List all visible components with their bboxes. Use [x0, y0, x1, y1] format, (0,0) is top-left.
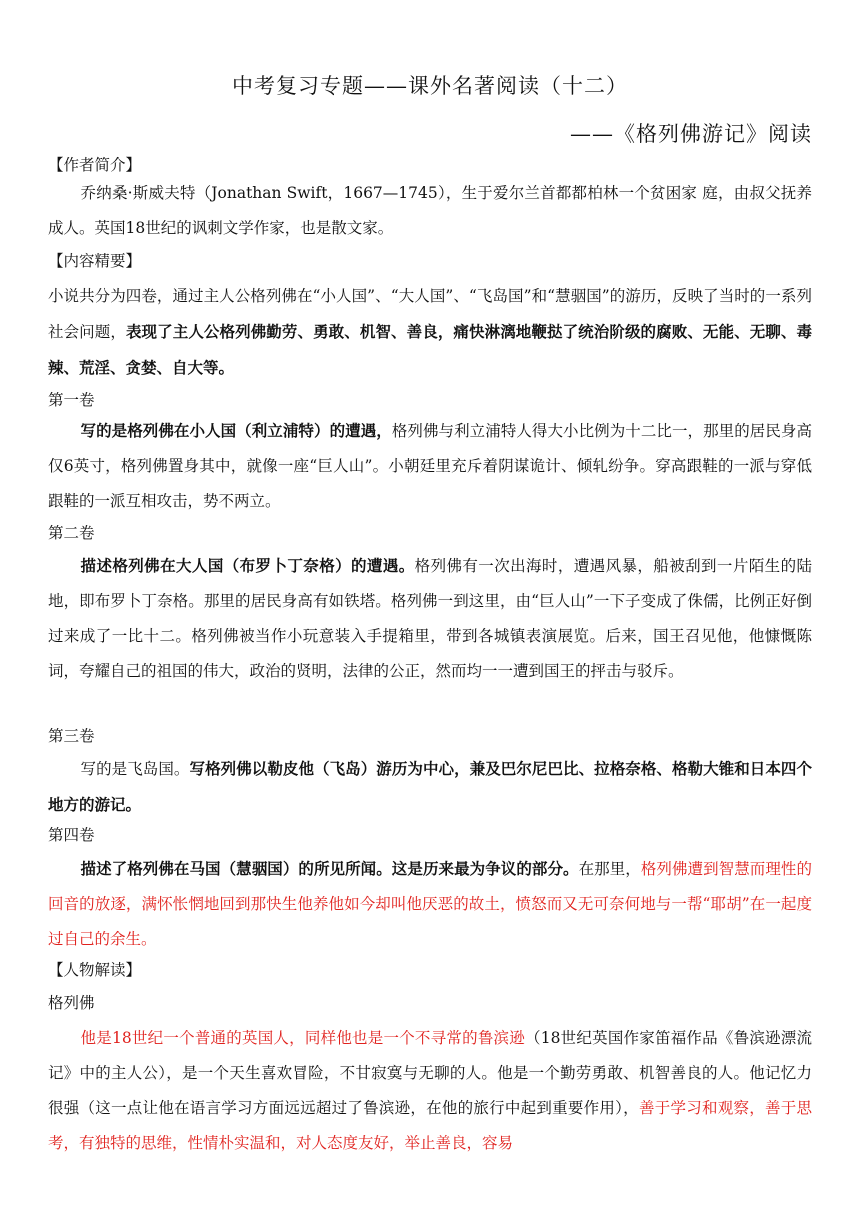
- volume-1-label: 第一卷: [48, 391, 95, 409]
- summary-paragraph: [48, 279, 812, 386]
- character-name: 格列佛: [48, 994, 95, 1012]
- volume-2-paragraph: [48, 548, 812, 689]
- character-paragraph: [48, 1021, 812, 1161]
- document-subtitle: ——《格列佛游记》阅读: [570, 122, 812, 146]
- volume-3-label: 第三卷: [48, 727, 95, 745]
- section-heading-summary: 【内容精要】: [48, 252, 142, 270]
- volume-3-plain-text: 写的是飞岛国。: [80, 760, 190, 778]
- document-title: 中考复习专题——课外名著阅读（十二）: [232, 74, 628, 98]
- volume-1-bold-text: 写的是格列佛在小人国（利立浦特）的遭遇，: [80, 421, 392, 440]
- section-heading-author: 【作者简介】: [48, 156, 142, 174]
- character-red-text-1: 他是18世纪一个普通的英国人，同样他也是一个不寻常的鲁滨逊: [80, 1029, 525, 1047]
- volume-4-red-text: 格列佛遭到智慧而理性的回音的放逐，满怀怅惘地回到那快生他养他如今却叫他厌恶的故土，愤怒而又无可奈何地与一帮“耶胡”在一起度过自己的余生。: [48, 860, 812, 948]
- summary-bold-text: 表现了主人公格列佛勤劳、勇敢、机智、善良，痛快淋漓地鞭挞了统治阶级的腐败、无能、无聊、毒辣、荒淫、贪婪、自大等。: [48, 322, 812, 377]
- author-paragraph: 乔纳桑·斯威夫特（Jonathan Swift，1667—1745），生于爱尔兰首都都柏林一个贫困家 庭，由叔父抚养成人。英国18世纪的讽刺文学作家，也是散文家。: [48, 184, 812, 237]
- character-plain-text: （18世纪英国作家笛福作品《鲁滨逊漂流记》中的主人公），是一个天生喜欢冒险，不甘寂寞与无聊的人。他是一个勤劳勇敢、机智善良的人。他记忆力很强（这一点让他在语言学习方面远远超过了鲁滨逊，在他的旅行中起到重要作用），: [48, 1029, 812, 1117]
- volume-2-label: 第二卷: [48, 524, 95, 542]
- character-red-text-2: 善于学习和观察，善于思考，有独特的思维，性情朴实温和，对人态度友好，举止善良，容易: [48, 1099, 812, 1152]
- section-heading-character: 【人物解读】: [48, 961, 142, 979]
- volume-1-plain-text: 格列佛与利立浦特人得大小比例为十二比一，那里的居民身高仅6英寸，格列佛置身其中，就像一座“巨人山”。小朝廷里充斥着阴谋诡计、倾轧纷争。穿高跟鞋的一派与穿低跟鞋的一派互相攻击，势不两立。: [48, 422, 812, 510]
- summary-plain-text: 小说共分为四卷，通过主人公格列佛在“小人国”、“大人国”、“飞岛国”和“慧骃国”的游历，反映了当时的一系列社会问题，: [48, 287, 812, 341]
- volume-4-plain-text: 在那里，: [578, 860, 641, 878]
- volume-2-bold-text: 描述格列佛在大人国（布罗卜丁奈格）的遭遇。: [80, 556, 415, 575]
- volume-1-paragraph: [48, 413, 812, 519]
- volume-3-paragraph: [48, 751, 812, 823]
- volume-2-plain-text: 格列佛有一次出海时，遭遇风暴，船被刮到一片陌生的陆地，即布罗卜丁奈格。那里的居民身高有如铁塔。格列佛一到这里，由“巨人山”一下子变成了侏儒，比例正好倒过来成了一比十二。格列佛被当作小玩意装入手提箱里，带到各城镇表演展览。后来，国王召见他，他慷慨陈词，夸耀自己的祖国的伟大，政治的贤明，法律的公正，然而均一一遭到国王的抨击与驳斥。: [48, 557, 812, 680]
- volume-4-paragraph: [48, 851, 812, 957]
- volume-4-label: 第四卷: [48, 826, 95, 844]
- volume-3-bold-text: 写格列佛以勒皮他（飞岛）游历为中心，兼及巴尔尼巴比、拉格奈格、格勒大锥和日本四个地方的游记。: [48, 759, 812, 814]
- volume-4-bold-text: 描述了格列佛在马国（慧骃国）的所见所闻。这是历来最为争议的部分。: [80, 859, 579, 878]
